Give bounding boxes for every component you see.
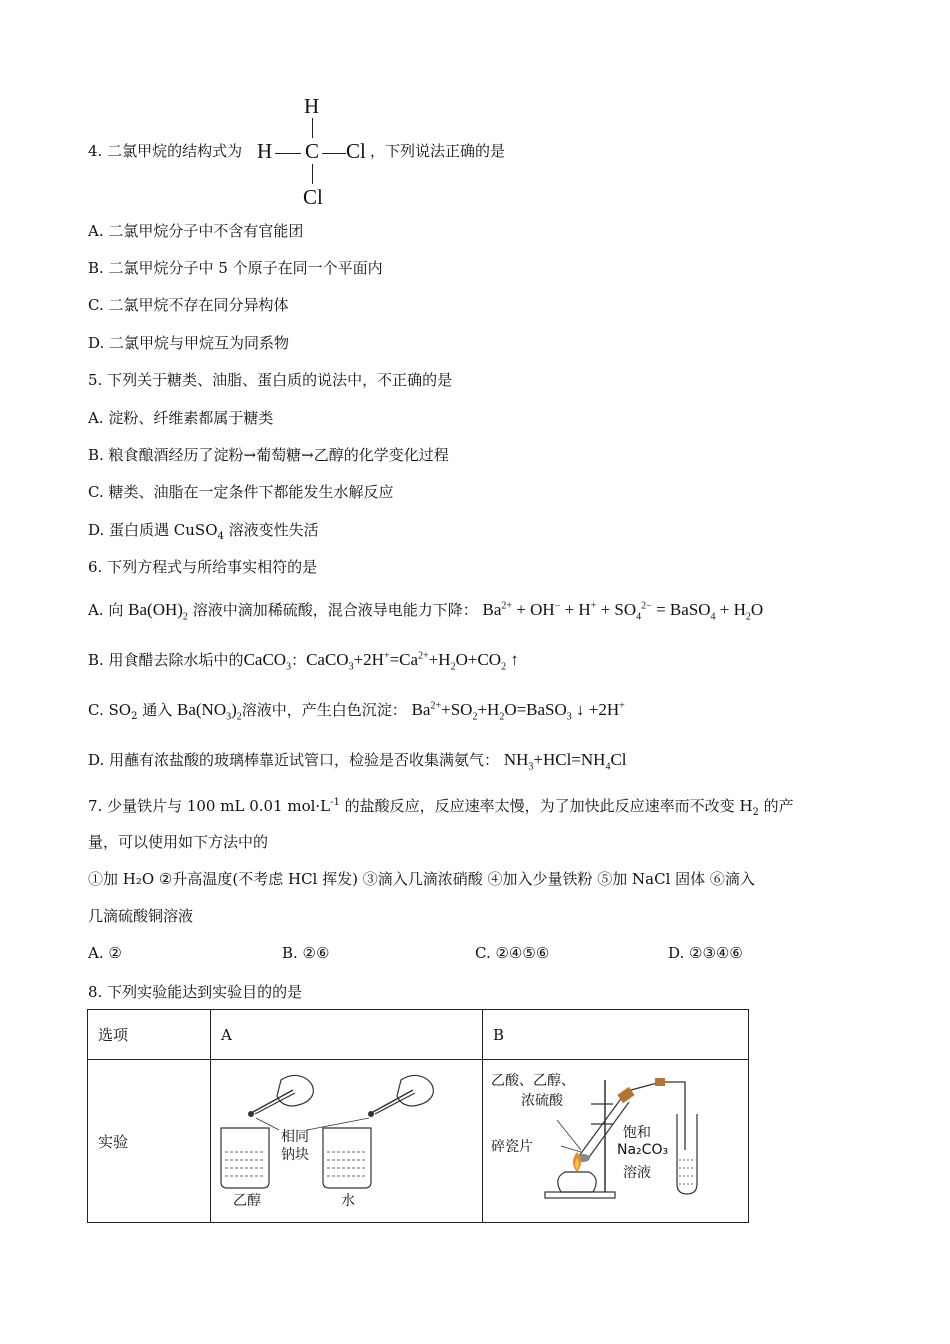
- q8-header-option: 选项: [88, 1010, 211, 1060]
- q4-option-b: B. 二氯甲烷分子中 5 个原子在同一个平面内: [88, 259, 383, 277]
- q8-stem: 8. 下列实验能达到实验目的的是: [88, 983, 303, 1001]
- struct-cl-bottom: Cl: [303, 185, 323, 209]
- struct-h-left: H: [257, 139, 273, 163]
- q8-header-a: A: [211, 1010, 483, 1060]
- q5-option-a: A. 淀粉、纤维素都属于糖类: [88, 409, 274, 427]
- q8-experiment-a: 相同 钠块 乙醇 水: [211, 1060, 483, 1223]
- struct-cl-right: Cl: [346, 139, 366, 163]
- q6-option-c: C. $SO_2$ 通入 $Ba(NO_3)_2$溶液中，产生白色沉淀： $Ba^{2+}+SO_2+H_2O=BaSO_3$ ↓ +2H+: [88, 700, 625, 723]
- q6-stem: 6. 下列方程式与所给事实相符的是: [88, 558, 318, 576]
- q6-option-d: D. 用蘸有浓盐酸的玻璃棒靠近试管口，检验是否收集满氨气： $NH_3+HCl=NH_4Cl$: [88, 750, 627, 773]
- q4-stem-suffix: ，下列说法正确的是: [370, 142, 506, 160]
- struct-c: C: [305, 139, 320, 163]
- q7-option-b: B. ②⑥: [282, 944, 330, 962]
- q7-line2: 量，可以使用如下方法中的: [88, 833, 269, 851]
- q4-stem: [88, 141, 242, 161]
- q7-line1: 7. 少量铁片与 100 mL 0.01 $mol\cdot L^{-1}$ 的盐酸反应，反应速率太慢，为了加快此反应速率而不改变 $H_2$ 的产: [88, 797, 794, 818]
- q7-option-c: C. ②④⑤⑥: [475, 944, 550, 962]
- q8-header-b: B: [483, 1010, 749, 1060]
- q7-option-a: A. ②: [88, 944, 122, 962]
- q4-option-c: C. 二氯甲烷不存在同分异构体: [88, 296, 289, 314]
- q6-option-b: B. 用食醋去除水垢中的CaCO$_3$：$CaCO_3+2H^+=Ca^{2+}+H_2O+CO_2$ ↑: [88, 650, 519, 673]
- dichloromethane-structure: [257, 96, 375, 208]
- q8-experiment-b: 乙酸、乙醇、 浓硫酸 碎瓷片 饱和 Na₂CO₃ 溶液: [483, 1060, 749, 1223]
- q7-option-d: D. ②③④⑥: [668, 944, 743, 962]
- q8-row-label: 实验: [88, 1060, 211, 1223]
- q8-table: [87, 1009, 749, 1223]
- q4-stem-prefix: 4. 二氯甲烷的结构式为: [88, 142, 243, 160]
- q5-stem: 5. 下列关于糖类、油脂、蛋白质的说法中，不正确的是: [88, 371, 453, 389]
- q6-option-a: A. 向 $Ba(OH)_2$ 溶液中滴加稀硫酸，混合液导电能力下降： $Ba^{2+} + OH^- + H^+ + SO_4^{2-}$ = BaSO$_4$ + $H_2O$: [88, 600, 764, 623]
- q7-line3: ①加 H₂O ②升高温度(不考虑 HCl 挥发) ③滴入几滴浓硝酸 ④加入少量铁粉 ⑤加 NaCl 固体 ⑥滴入: [88, 870, 755, 888]
- q4-option-a: A. 二氯甲烷分子中不含有官能团: [88, 222, 304, 240]
- q5-option-c: C. 糖类、油脂在一定条件下都能发生水解反应: [88, 483, 394, 501]
- q4-option-d: D. 二氯甲烷与甲烷互为同系物: [88, 334, 290, 352]
- q5-option-b: B. 粮食酿酒经历了淀粉→葡萄糖→乙醇的化学变化过程: [88, 446, 449, 464]
- q7-line4: 几滴硫酸铜溶液: [88, 907, 194, 925]
- q5-option-d: D. 蛋白质遇 CuSO$_4$ 溶液变性失活: [88, 521, 319, 542]
- struct-h-top: H: [304, 94, 320, 118]
